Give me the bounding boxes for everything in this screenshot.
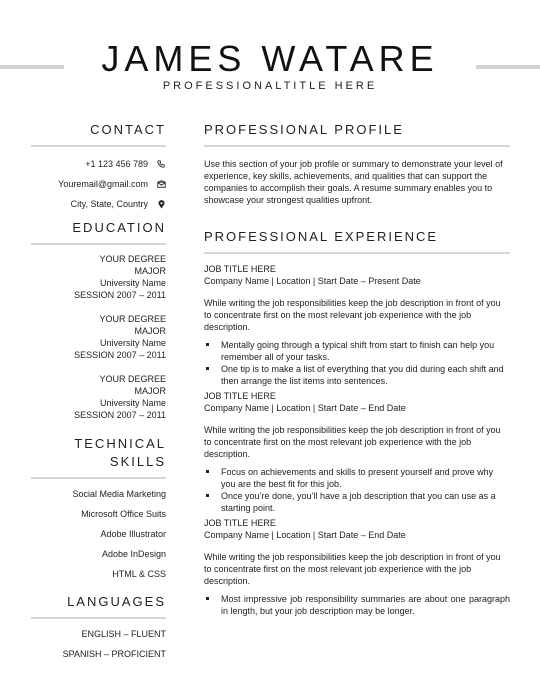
job-entry xyxy=(204,517,510,617)
skill-item: HTML & CSS xyxy=(112,569,166,579)
skill-item: Social Media Marketing xyxy=(72,489,166,499)
languages-section xyxy=(31,594,166,664)
profile-heading: PROFESSIONAL PROFILE xyxy=(204,122,404,137)
session: SESSION 2007 – 2011 xyxy=(74,410,166,420)
job-bullet: One tip is to make a list of everything that you did during each shift and then arrange the list items into sentences. xyxy=(204,363,510,387)
job-company: Company Name | Location | Start Date – Present Date xyxy=(204,276,421,286)
university: University Name xyxy=(99,398,166,408)
job-title: JOB TITLE HERE xyxy=(204,518,276,528)
skills-heading-line2: SKILLS xyxy=(109,454,166,469)
profile-divider xyxy=(204,145,510,147)
contact-section xyxy=(31,122,166,214)
degree: YOUR DEGREE xyxy=(99,254,166,264)
contact-email xyxy=(31,174,166,194)
skill-item: Adobe InDesign xyxy=(101,549,166,559)
contact-phone xyxy=(31,154,166,174)
education-section xyxy=(31,220,166,421)
phone-text: +1 123 456 789 xyxy=(85,159,148,169)
contact-divider xyxy=(31,145,166,147)
degree: YOUR DEGREE xyxy=(99,374,166,384)
skills-section xyxy=(31,435,166,584)
contact-location xyxy=(31,194,166,214)
email-icon xyxy=(156,180,166,188)
education-entry xyxy=(31,253,166,301)
candidate-name: JAMES WATARE xyxy=(101,38,439,79)
left-column xyxy=(31,122,166,664)
phone-icon xyxy=(156,160,166,168)
education-divider xyxy=(31,243,166,245)
education-entry xyxy=(31,373,166,421)
education-entry xyxy=(31,313,166,361)
job-entry xyxy=(204,390,510,514)
major: MAJOR xyxy=(134,266,166,276)
job-bullet: Most impressive job responsibility summaries are about one paragraph in length, but your job description may be longer. xyxy=(204,593,510,617)
profile-section xyxy=(204,122,510,206)
skills-divider xyxy=(31,477,166,479)
major: MAJOR xyxy=(134,386,166,396)
education-heading: EDUCATION xyxy=(72,220,166,235)
job-description: While writing the job responsibilities keep the job description in front of you to concentrate first on the most relevant job experience with the job description. xyxy=(204,552,501,586)
university: University Name xyxy=(99,278,166,288)
contact-heading: CONTACT xyxy=(90,122,166,137)
job-description: While writing the job responsibilities keep the job description in front of you to concentrate first on the most relevant job experience with the job description. xyxy=(204,425,501,459)
professional-title: PROFESSIONALTITLE HERE xyxy=(162,80,378,92)
experience-heading: PROFESSIONAL EXPERIENCE xyxy=(204,229,439,244)
job-company: Company Name | Location | Start Date – End Date xyxy=(204,403,406,413)
experience-section xyxy=(204,229,510,617)
skill-item: Microsoft Office Suits xyxy=(81,509,166,519)
languages-heading: LANGUAGES xyxy=(67,594,166,609)
degree: YOUR DEGREE xyxy=(99,314,166,324)
skill-item: Adobe Illustrator xyxy=(100,529,166,539)
language-item: ENGLISH – FLUENT xyxy=(81,629,166,639)
location-pin-icon xyxy=(156,200,166,209)
job-bullet: Focus on achievements and skills to present yourself and prove why you are the best fit for this job. xyxy=(204,466,510,490)
experience-divider xyxy=(204,252,510,254)
language-item: SPANISH – PROFICIENT xyxy=(62,649,166,659)
job-company: Company Name | Location | Start Date – End Date xyxy=(204,530,406,540)
session: SESSION 2007 – 2011 xyxy=(74,350,166,360)
location-text: City, State, Country xyxy=(70,199,148,209)
university: University Name xyxy=(99,338,166,348)
major: MAJOR xyxy=(134,326,166,336)
skills-heading xyxy=(31,435,166,471)
job-title: JOB TITLE HERE xyxy=(204,264,276,274)
job-title: JOB TITLE HERE xyxy=(204,391,276,401)
profile-summary: Use this section of your job profile or summary to demonstrate your level of experience, key skills, achievements, and qualities that can support the companies to accomplish their goals. A resume summary enables you to showcase your strongest qualities upfront. xyxy=(204,159,503,205)
job-bullet: Mentally going through a typical shift from start to finish can help you remember all of your tasks. xyxy=(204,339,510,363)
languages-divider xyxy=(31,617,166,619)
email-text: Youremail@gmail.com xyxy=(58,179,148,189)
job-description: While writing the job responsibilities keep the job description in front of you to concentrate first on the most relevant job experience with the job description. xyxy=(204,298,501,332)
job-entry xyxy=(204,263,510,387)
skills-heading-line1: TECHNICAL xyxy=(74,436,166,451)
job-bullet: Once you’re done, you’ll have a job description that you can use as a starting point. xyxy=(204,490,510,514)
session: SESSION 2007 – 2011 xyxy=(74,290,166,300)
right-column xyxy=(204,122,510,617)
